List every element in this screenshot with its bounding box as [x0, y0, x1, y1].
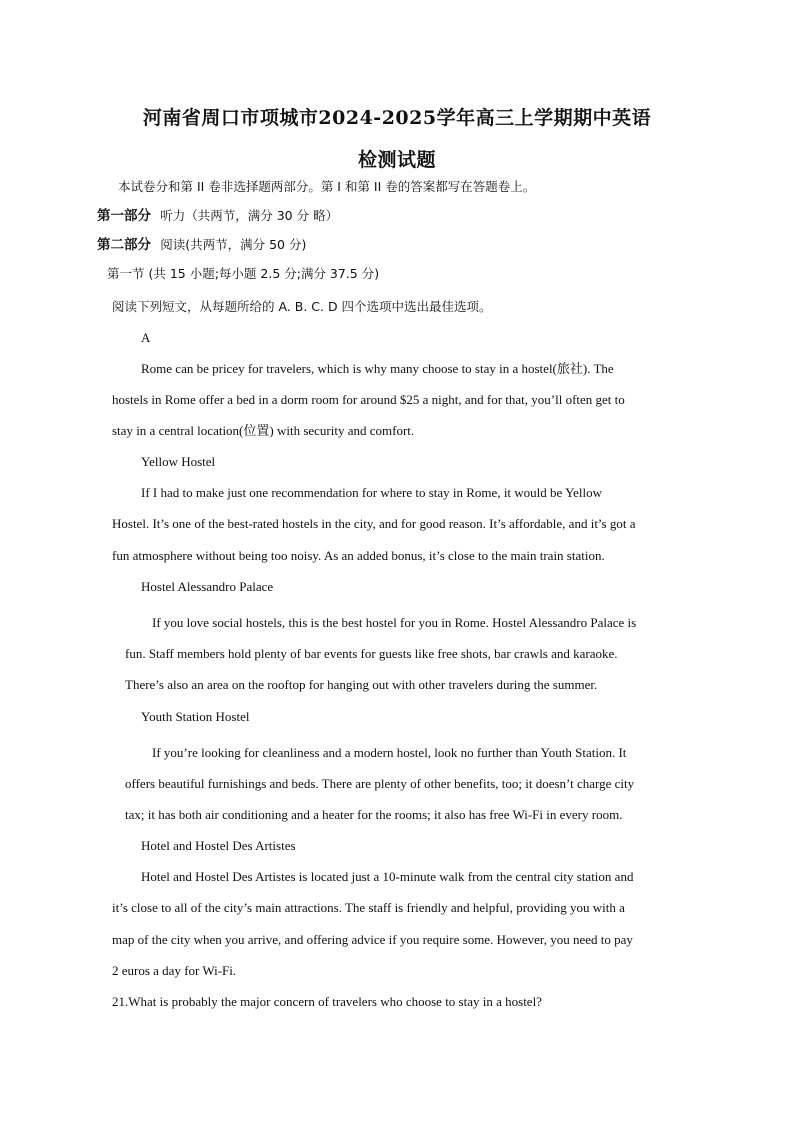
hostel-name: Hostel Alessandro Palace: [141, 579, 274, 594]
hostel-name: Youth Station Hostel: [141, 709, 250, 724]
hostel-description-line: tax; it has both air conditioning and a heater for the rooms; it also has free Wi-Fi in every room.: [125, 807, 623, 822]
question-21: 21.What is probably the major concern of travelers who choose to stay in a hostel?: [112, 994, 542, 1009]
hostel-description-line: fun atmosphere without being too noisy. As an added bonus, it’s close to the main train station.: [112, 548, 605, 563]
hostel-description-line: Hotel and Hostel Des Artistes is located just a 10-minute walk from the central city station and: [141, 869, 634, 884]
hostel-name: Yellow Hostel: [141, 454, 216, 469]
intro-text: 本试卷分和第 II 卷非选择题两部分。第 I 和第 II 卷的答案都写在答题卷上。: [118, 179, 536, 194]
part1-label: 第一部分: [97, 208, 151, 224]
hostel-description-line: There’s also an area on the rooftop for hanging out with other travelers during the summer.: [125, 677, 598, 692]
hostel-description-line: If I had to make just one recommendation for where to stay in Rome, it would be Yellow: [141, 485, 603, 500]
hostel-description-line: Hostel. It’s one of the best-rated hostels in the city, and for good reason. It’s affordable, and it’s got a: [112, 516, 636, 531]
hostel-name: Hotel and Hostel Des Artistes: [141, 838, 296, 853]
passage-label: A: [141, 330, 151, 345]
page-subtitle: 检测试题: [357, 149, 436, 171]
hostel-description-line: If you’re looking for cleanliness and a modern hostel, look no further than Youth Station. It: [152, 745, 627, 760]
part1-heading: [97, 207, 338, 225]
passage-intro-line: Rome can be pricey for travelers, which is why many choose to stay in a hostel(旅社). The: [141, 361, 614, 376]
hostel-description-line: it’s close to all of the city’s main attractions. The staff is friendly and helpful, providing you with a: [112, 900, 625, 915]
instruction-text: 阅读下列短文，从每题所给的 A. B. C. D 四个选项中选出最佳选项。: [112, 299, 492, 314]
hostel-description-line: offers beautiful furnishings and beds. There are plenty of other benefits, too; it doesn’t charge city: [125, 776, 635, 791]
part2-heading: [97, 236, 306, 254]
passage-intro-line: stay in a central location(位置) with security and comfort.: [112, 423, 415, 438]
part2-desc: 阅读(共两节，满分 50 分): [160, 237, 307, 252]
passage-intro-line: hostels in Rome offer a bed in a dorm room for around $25 a night, and for that, you’ll often get to: [112, 392, 625, 407]
section1-heading: 第一节 (共 15 小题;每小题 2.5 分;满分 37.5 分): [107, 266, 380, 281]
part2-label: 第二部分: [97, 237, 151, 253]
hostel-description-line: If you love social hostels, this is the best hostel for you in Rome. Hostel Alessandro Palace is: [152, 615, 637, 630]
part1-desc: 听力（共两节，满分 30 分 略）: [160, 208, 339, 223]
hostel-description-line: map of the city when you arrive, and offering advice if you require some. However, you need to pay: [112, 932, 633, 947]
hostel-description-line: 2 euros a day for Wi-Fi.: [112, 963, 237, 978]
page-title: 河南省周口市项城市2024-2025学年高三上学期期中英语: [142, 107, 652, 129]
hostel-description-line: fun. Staff members hold plenty of bar events for guests like free shots, bar crawls and karaoke.: [125, 646, 618, 661]
